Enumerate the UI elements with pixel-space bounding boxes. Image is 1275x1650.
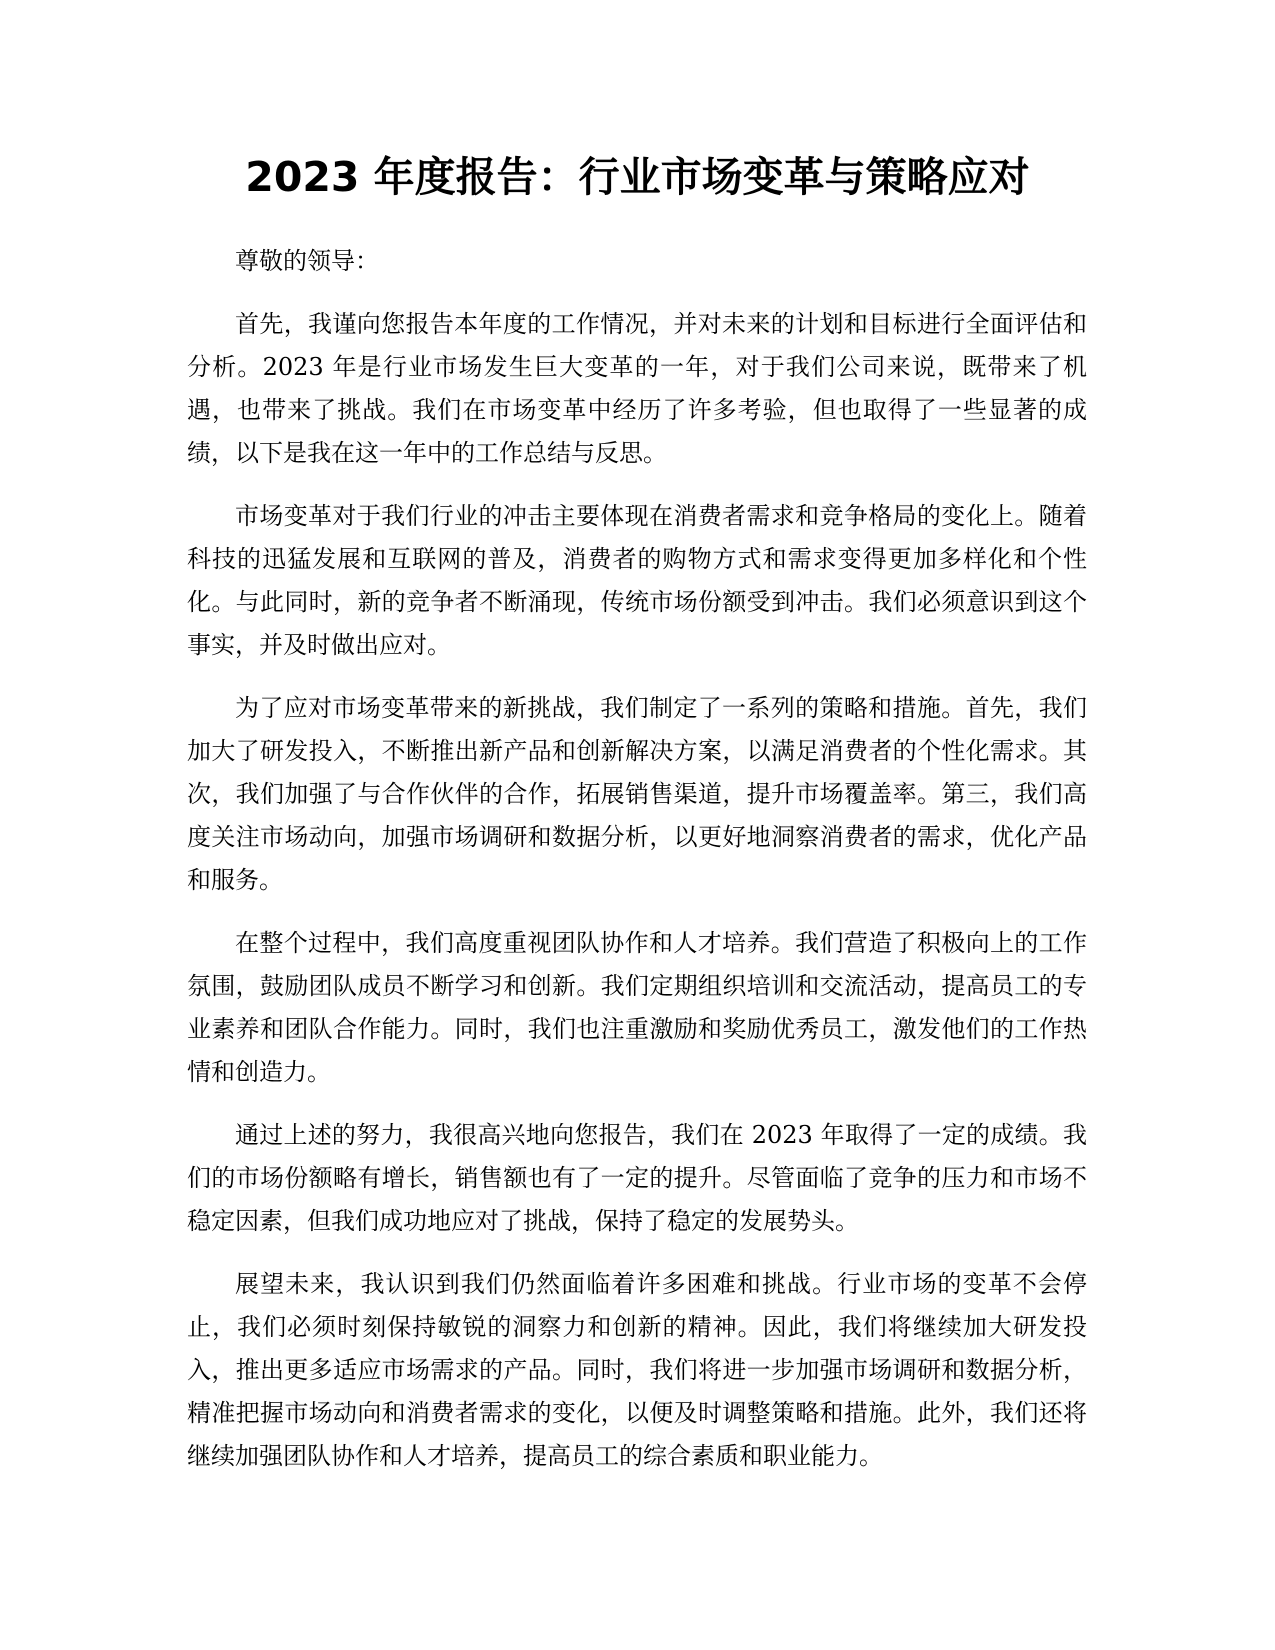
paragraph-outlook: 展望未来，我认识到我们仍然面临着许多困难和挑战。行业市场的变革不会停止，我们必须时刻保持敏锐的洞察力和创新的精神。因此，我们将继续加大研发投入，推出更多适应市场需求的产品。同时，我们将进一步加强市场调研和数据分析，精准把握市场动向和消费者需求的变化，以便及时调整策略和措施。此外，我们还将继续加强团队协作和人才培养，提高员工的综合素质和职业能力。 — [187, 1270, 1087, 1470]
paragraph-market-impact: 市场变革对于我们行业的冲击主要体现在消费者需求和竞争格局的变化上。随着科技的迅猛发展和互联网的普及，消费者的购物方式和需求变得更加多样化和个性化。与此同时，新的竞争者不断涌现，传统市场份额受到冲击。我们必须意识到这个事实，并及时做出应对。 — [187, 502, 1087, 659]
paragraph-teamwork: 在整个过程中，我们高度重视团队协作和人才培养。我们营造了积极向上的工作氛围，鼓励团队成员不断学习和创新。我们定期组织培训和交流活动，提高员工的专业素养和团队合作能力。同时，我们也注重激励和奖励优秀员工，激发他们的工作热情和创造力。 — [187, 929, 1087, 1086]
paragraph-intro: 首先，我谨向您报告本年度的工作情况，并对未来的计划和目标进行全面评估和分析。2023 年是行业市场发生巨大变革的一年，对于我们公司来说，既带来了机遇，也带来了挑战。我们在市场变革中经历了许多考验，但也取得了一些显著的成绩，以下是我在这一年中的工作总结与反思。 — [187, 310, 1087, 467]
document-body — [187, 240, 1087, 1498]
paragraph-strategies: 为了应对市场变革带来的新挑战，我们制定了一系列的策略和措施。首先，我们加大了研发投入，不断推出新产品和创新解决方案，以满足消费者的个性化需求。其次，我们加强了与合作伙伴的合作，拓展销售渠道，提升市场覆盖率。第三，我们高度关注市场动向，加强市场调研和数据分析，以更好地洞察消费者的需求，优化产品和服务。 — [187, 694, 1087, 894]
document-title: 2023 年度报告：行业市场变革与策略应对 — [245, 153, 1030, 201]
salutation: 尊敬的领导： — [235, 247, 379, 275]
paragraph-results: 通过上述的努力，我很高兴地向您报告，我们在 2023 年取得了一定的成绩。我们的市场份额略有增长，销售额也有了一定的提升。尽管面临了竞争的压力和市场不稳定因素，但我们成功地应对了挑战，保持了稳定的发展势头。 — [187, 1121, 1087, 1235]
